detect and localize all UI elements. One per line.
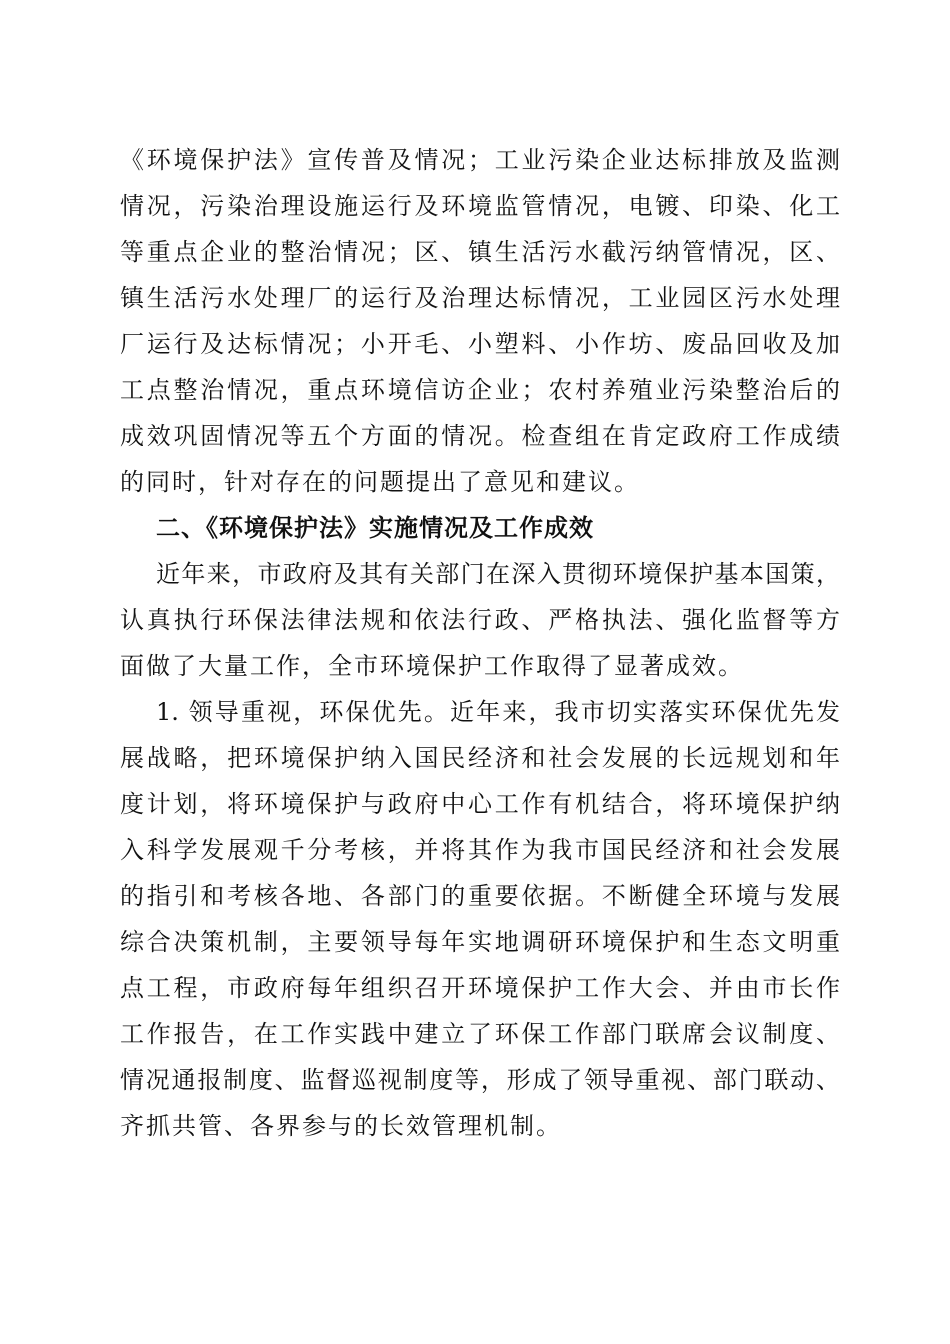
paragraph-3-line-7: 点工程，市政府每年组织召开环境保护工作大会、并由市长作 <box>120 974 840 1002</box>
paragraph-3-line-1: 1. 领导重视，环保优先。近年来，我市切实落实环保优先发 <box>156 698 840 726</box>
paragraph-2-line-2: 认真执行环保法律法规和依法行政、严格执法、强化监督等方 <box>120 606 840 634</box>
paragraph-1-line-7: 成效巩固情况等五个方面的情况。检查组在肯定政府工作成绩 <box>120 422 840 450</box>
paragraph-3-line-10: 齐抓共管、各界参与的长效管理机制。 <box>120 1112 562 1140</box>
section-heading: 二、《环境保护法》实施情况及工作成效 <box>156 514 594 542</box>
paragraph-1-line-2: 情况，污染治理设施运行及环境监管情况，电镀、印染、化工 <box>120 192 840 220</box>
paragraph-3-line-9: 情况通报制度、监督巡视制度等，形成了领导重视、部门联动、 <box>120 1066 840 1094</box>
paragraph-2-line-1: 近年来，市政府及其有关部门在深入贯彻环境保护基本国策， <box>156 560 840 588</box>
paragraph-1-line-5: 厂运行及达标情况；小开毛、小塑料、小作坊、废品回收及加 <box>120 330 840 358</box>
paragraph-3-line-5: 的指引和考核各地、各部门的重要依据。不断健全环境与发展 <box>120 882 840 910</box>
paragraph-1-line-3: 等重点企业的整治情况；区、镇生活污水截污纳管情况，区、 <box>120 238 840 266</box>
paragraph-3-line-8: 工作报告，在工作实践中建立了环保工作部门联席会议制度、 <box>120 1020 840 1048</box>
paragraph-2-line-3: 面做了大量工作，全市环境保护工作取得了显著成效。 <box>120 652 744 680</box>
paragraph-1-line-8: 的同时，针对存在的问题提出了意见和建议。 <box>120 468 640 496</box>
paragraph-1-line-1: 《环境保护法》宣传普及情况；工业污染企业达标排放及监测 <box>120 146 840 174</box>
paragraph-1-line-6: 工点整治情况，重点环境信访企业；农村养殖业污染整治后的 <box>120 376 840 404</box>
paragraph-3-line-2: 展战略，把环境保护纳入国民经济和社会发展的长远规划和年 <box>120 744 840 772</box>
paragraph-1-line-4: 镇生活污水处理厂的运行及治理达标情况，工业园区污水处理 <box>120 284 840 312</box>
paragraph-3-line-4: 入科学发展观千分考核，并将其作为我市国民经济和社会发展 <box>120 836 840 864</box>
paragraph-3-line-6: 综合决策机制，主要领导每年实地调研环境保护和生态文明重 <box>120 928 840 956</box>
paragraph-3-line-3: 度计划，将环境保护与政府中心工作有机结合，将环境保护纳 <box>120 790 840 818</box>
